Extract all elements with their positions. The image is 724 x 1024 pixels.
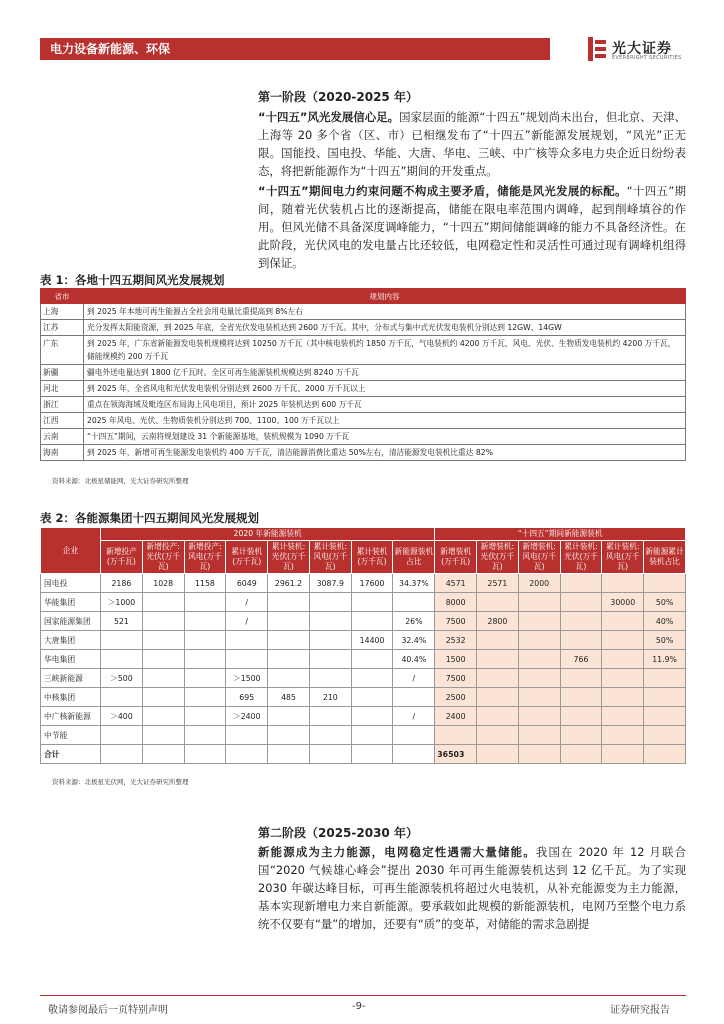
table2-cell-value <box>101 726 143 745</box>
table1-row <box>41 320 686 336</box>
table2-cell-value: 40.4% <box>393 650 435 669</box>
table2-row <box>41 650 686 669</box>
table2-cell-value: 1500 <box>435 650 477 669</box>
table2-total-value: 36503 <box>435 745 477 764</box>
table2-cell-value <box>184 650 226 669</box>
table2-group-header-row <box>41 528 686 541</box>
table2-source: 资料来源：北极星光伏网，光大证券研究所整理 <box>52 778 189 786</box>
table2-cell-company: 大唐集团 <box>41 631 101 650</box>
table2-cell-value <box>268 650 310 669</box>
table2-cell-value <box>602 574 644 593</box>
table2-cell-value <box>351 612 393 631</box>
table2-cell-value <box>602 669 644 688</box>
table2-cell-company: 中广核新能源 <box>41 707 101 726</box>
table2-cell-value: 30000 <box>602 593 644 612</box>
table2-cell-value <box>393 688 435 707</box>
table2-cell-value <box>268 631 310 650</box>
table2-total-empty-cell <box>477 745 519 764</box>
table2-sub-header-cell: 新增投产:风电(万千瓦) <box>184 541 226 574</box>
table2-cell-value <box>477 707 519 726</box>
table2-cell-value: ＞400 <box>101 707 143 726</box>
stage1-p2-lead: “十四五”期间电力约束问题不构成主要矛盾，储能是风光发展的标配。 <box>258 184 627 198</box>
table2-cell-value: 2800 <box>477 612 519 631</box>
table2-cell-value <box>351 726 393 745</box>
table2-cell-value <box>644 574 686 593</box>
section-label: 电力设备新能源、环保 <box>50 42 171 56</box>
footer-disclaimer: 敬请参阅最后一页特别声明 <box>48 1005 168 1016</box>
table2-cell-value: 32.4% <box>393 631 435 650</box>
table2-cell-value <box>309 707 351 726</box>
table2-cell-value <box>518 593 560 612</box>
table2-cell-company: 中节能 <box>41 726 101 745</box>
table2-cell-value <box>309 726 351 745</box>
table1-cell-province: 海南 <box>41 445 84 461</box>
table2-cell-value <box>602 650 644 669</box>
table2-cell-value <box>184 631 226 650</box>
table2-cell-value <box>309 612 351 631</box>
table2-cell-value: / <box>393 707 435 726</box>
table2-cell-value <box>644 669 686 688</box>
table2-cell-value <box>644 688 686 707</box>
table1-row <box>41 365 686 381</box>
table2-cell-value <box>351 593 393 612</box>
table2-cell-value: 11.9% <box>644 650 686 669</box>
table2-cell-value <box>644 726 686 745</box>
table2-cell-value <box>602 707 644 726</box>
table1-cell-province: 江西 <box>41 413 84 429</box>
table1-header-row <box>41 289 686 304</box>
table2-cell-company: 国家能源集团 <box>41 612 101 631</box>
table2-cell-value <box>518 669 560 688</box>
table2-total-empty-cell <box>351 745 393 764</box>
table2-cell-value: 7500 <box>435 669 477 688</box>
table2-row <box>41 593 686 612</box>
table2-cell-value <box>184 593 226 612</box>
table2-cell-value: 40% <box>644 612 686 631</box>
table2-cell-company: 华电集团 <box>41 650 101 669</box>
table2-cell-value <box>309 669 351 688</box>
table2-cell-value: 50% <box>644 593 686 612</box>
table2-sub-header-cell: 新能源装机占比 <box>393 541 435 574</box>
table2-cell-value: / <box>393 669 435 688</box>
table1-row <box>41 429 686 445</box>
table2-cell-value <box>477 688 519 707</box>
table1-cell-content: 充分发挥太阳能资源，到 2025 年底，全省光伏发电装机达到 2600 万千瓦。其中，分布式与集中式光伏发电装机分别达到 12GW、14GW <box>84 320 686 336</box>
table2-cell-value <box>477 726 519 745</box>
table2-cell-value <box>309 650 351 669</box>
table1-row <box>41 397 686 413</box>
table2-cell-value <box>560 726 602 745</box>
table2-sub-header-cell: 累计装机:光伏(万千瓦) <box>560 541 602 574</box>
table2-header-company: 企业 <box>41 528 101 574</box>
table2-cell-value <box>184 612 226 631</box>
table2-cell-value <box>477 650 519 669</box>
table2-cell-value: 17600 <box>351 574 393 593</box>
table1-row <box>41 304 686 320</box>
table2-total-row <box>41 745 686 764</box>
table2-cell-value: 2400 <box>435 707 477 726</box>
table2-cell-value: 2571 <box>477 574 519 593</box>
table2-cell-company: 国电投 <box>41 574 101 593</box>
stage2-p1-body: 我国在 2020 年 12 月联合国“2020 气候雄心峰会”提出 2030 年可再生能源装机达到 12 亿千瓦。为了实现 2030 年碳达峰目标，可再生能源装机将超过火电装机，从补充能源变为主力能源，基本实现新增电力来自新能源。要承载如此规模的新能源装机，电网乃至整个电力系统不仅要有“量”的增加，还要有“质”的变革，对储能的需求急剧提 <box>258 845 686 931</box>
table2-caption: 表 2：各能源集团十四五期间风光发展规划 <box>40 511 260 525</box>
table2-cell-value: 2500 <box>435 688 477 707</box>
table2-cell-value <box>142 726 184 745</box>
table2-total-empty-cell <box>142 745 184 764</box>
table1-row <box>41 445 686 461</box>
table2-cell-value <box>602 612 644 631</box>
table2-row <box>41 669 686 688</box>
table2-cell-value: 8000 <box>435 593 477 612</box>
brand-name: 光大证券 <box>612 41 672 57</box>
table2-sub-header-cell: 累计装机:风电(万千瓦) <box>309 541 351 574</box>
table2-cell-value <box>226 631 268 650</box>
stage1-p1-body: 国家层面的能源“十四五”规划尚未出台，但北京、天津、上海等 20 多个省（区、市）已相继发布了“十四五”新能源发展规划，“风光”正无限。国能投、国电投、华能、大唐、华电、三峡、中广核等众多电力央企近日纷纷表态，将把新能源作为“十四五”期间的开发重点。 <box>258 110 686 178</box>
table2-cell-value <box>602 631 644 650</box>
footer-page-number: -9- <box>352 1001 366 1012</box>
table2-total-label: 合计 <box>41 745 101 764</box>
table2-total-empty-cell <box>309 745 351 764</box>
table1-cell-province: 河北 <box>41 381 84 397</box>
table2-cell-value <box>560 574 602 593</box>
table2-total-empty-cell <box>101 745 143 764</box>
table2-sub-header-cell: 新能源累计装机占比 <box>644 541 686 574</box>
table2-cell-value: 14400 <box>351 631 393 650</box>
table1-cell-content: 2025 年风电、光伏、生物质装机分别达到 700、1100、100 万千瓦以上 <box>84 413 686 429</box>
table2-cell-value: 50% <box>644 631 686 650</box>
table2-cell-value <box>142 707 184 726</box>
table1-cell-content: 到 2025 年本地可再生能源占全社会用电量比重提高到 8%左右 <box>84 304 686 320</box>
table2-cell-value: 695 <box>226 688 268 707</box>
table2-row <box>41 612 686 631</box>
table2-cell-value <box>351 669 393 688</box>
table2-total-empty-cell <box>560 745 602 764</box>
table2-sub-header-cell: 累计装机:风电(万千瓦) <box>602 541 644 574</box>
table1-cell-province: 浙江 <box>41 397 84 413</box>
stage2-title: 第二阶段（2025-2030 年） <box>258 826 418 840</box>
table2-cell-value <box>393 726 435 745</box>
table2-cell-value: ＞1000 <box>101 593 143 612</box>
table1-cell-content: 到 2025 年，广东省新能源发电装机规模将达到 10250 万千瓦（其中核电装机约 1850 万千瓦，气电装机约 4200 万千瓦，风电、光伏、生物质发电装机约 4200 万千瓦，储能规模约 200 万千瓦 <box>84 336 686 365</box>
table2-cell-value <box>268 612 310 631</box>
table2-sub-header-cell: 新增投产:光伏(万千瓦) <box>142 541 184 574</box>
section-header-bar <box>40 38 550 60</box>
table2-cell-value <box>518 726 560 745</box>
table1-row <box>41 413 686 429</box>
table2-total-empty-cell <box>602 745 644 764</box>
table2-cell-value <box>226 726 268 745</box>
table2-cell-value <box>268 707 310 726</box>
table2-sub-header-cell: 累计装机(万千瓦) <box>226 541 268 574</box>
table2-cell-company: 中核集团 <box>41 688 101 707</box>
table2-cell-value: / <box>226 612 268 631</box>
table2-sub-header-cell: 新增装机:光伏(万千瓦) <box>477 541 519 574</box>
table1-cell-content: 到 2025 年，新增可再生能源发电装机约 400 万千瓦，清洁能源消费比重达 50%左右，清洁能源发电装机比重达 82% <box>84 445 686 461</box>
table1-header-content: 规划内容 <box>84 289 686 304</box>
table2-total-empty-cell <box>644 745 686 764</box>
table2-cell-value: 6049 <box>226 574 268 593</box>
table2-sub-header-cell: 新增投产(万千瓦) <box>101 541 143 574</box>
table2-cell-value: ＞500 <box>101 669 143 688</box>
table1-cell-province: 广东 <box>41 336 84 365</box>
table2-header-2020: 2020 年新能源装机 <box>101 528 435 541</box>
table2-cell-value <box>142 593 184 612</box>
table2-sub-header-cell: 累计装机:光伏(万千瓦) <box>268 541 310 574</box>
table2-cell-value <box>268 726 310 745</box>
table1-header-province: 省市 <box>41 289 84 304</box>
table1-cell-province: 新疆 <box>41 365 84 381</box>
table1-cell-province: 上海 <box>41 304 84 320</box>
table2-cell-value <box>101 650 143 669</box>
table2-header-145: “十四五”期间新能源装机 <box>435 528 686 541</box>
table2-cell-value <box>560 707 602 726</box>
table2-sub-header-cell: 新增装机:风电(万千瓦) <box>518 541 560 574</box>
stage1-title: 第一阶段（2020-2025 年） <box>258 90 418 104</box>
stage2-p1-lead: 新能源成为主力能源，电网稳定性遇需大量储能。 <box>258 845 536 859</box>
table2-cell-value: 485 <box>268 688 310 707</box>
table1-source: 资料来源：北极星储能网，光大证券研究所整理 <box>52 477 189 485</box>
table2-cell-value: 4571 <box>435 574 477 593</box>
table1-row <box>41 336 686 365</box>
table2-cell-value <box>560 688 602 707</box>
table2-cell-value <box>518 631 560 650</box>
table2-cell-value: / <box>226 593 268 612</box>
stage2-paragraph-1 <box>258 843 686 933</box>
table2-cell-value <box>268 669 310 688</box>
brand-subtitle: EVERBRIGHT SECURITIES <box>612 55 682 61</box>
table2-cell-value <box>560 669 602 688</box>
table1-row <box>41 381 686 397</box>
table2-cell-value: 521 <box>101 612 143 631</box>
stage1-p2-body: “十四五”期间，随着光伏装机占比的逐渐提高，储能在限电率范围内调峰，起到削峰填谷的作用。但风光储不具备深度调峰能力，“十四五”期间储能调峰的能力不具备经济性。在此阶段，光伏风电的发电量占比还较低，电网稳定性和灵活性可通过现有调峰机组得到保证。 <box>258 184 686 270</box>
table2-cell-value: 34.37% <box>393 574 435 593</box>
table2-sub-header-row <box>41 541 686 574</box>
table2-cell-value <box>309 593 351 612</box>
table2-row <box>41 726 686 745</box>
table2-cell-value <box>560 612 602 631</box>
table2-cell-value: 2961.2 <box>268 574 310 593</box>
table2-cell-value <box>351 707 393 726</box>
table2-cell-value <box>560 631 602 650</box>
table2-cell-value <box>351 650 393 669</box>
table2-cell-value: ＞1500 <box>226 669 268 688</box>
brand-logo <box>586 36 686 64</box>
table1-caption: 表 1：各地十四五期间风光发展规划 <box>40 273 225 287</box>
table2-total-empty-cell <box>184 745 226 764</box>
table2-cell-value <box>142 688 184 707</box>
table2-cell-value <box>518 612 560 631</box>
footer-divider <box>40 995 686 996</box>
table2-sub-header-cell: 新增装机(万千瓦) <box>435 541 477 574</box>
table1-cell-content: 疆电外送电量达到 1800 亿千瓦时。全区可再生能源装机规模达到 8240 万千瓦 <box>84 365 686 381</box>
table2-cell-value <box>351 688 393 707</box>
table2-cell-value <box>226 650 268 669</box>
table2-cell-value <box>142 669 184 688</box>
table2-cell-value <box>268 593 310 612</box>
table2-cell-value: 1028 <box>142 574 184 593</box>
table2-cell-value: 2532 <box>435 631 477 650</box>
table1-cell-content: 到 2025 年，全省风电和光伏发电装机分别达到 2600 万千瓦、2000 万千瓦以上 <box>84 381 686 397</box>
table2-cell-value <box>560 593 602 612</box>
table2-cell-value <box>184 669 226 688</box>
table2-cell-value <box>518 688 560 707</box>
table1-cell-content: “十四五”期间，云南将规划建设 31 个新能源基地，装机规模为 1090 万千瓦 <box>84 429 686 445</box>
table2-row <box>41 631 686 650</box>
table2-cell-value: 210 <box>309 688 351 707</box>
table2-cell-value <box>477 631 519 650</box>
table2-cell-value <box>435 726 477 745</box>
table2-total-empty-cell <box>518 745 560 764</box>
footer-report-type: 证券研究报告 <box>610 1005 670 1016</box>
table2-cell-value <box>184 707 226 726</box>
table1-regional-plans <box>40 288 686 461</box>
table2-cell-value: 2000 <box>518 574 560 593</box>
table2-cell-value <box>184 726 226 745</box>
table2-cell-value <box>602 688 644 707</box>
table2-cell-value <box>142 650 184 669</box>
table2-cell-value <box>101 688 143 707</box>
table2-sub-header-cell: 累计装机(万千瓦) <box>351 541 393 574</box>
table2-cell-value: 3087.9 <box>309 574 351 593</box>
table2-cell-value <box>477 669 519 688</box>
table2-cell-value: 766 <box>560 650 602 669</box>
table2-cell-value <box>309 631 351 650</box>
brand-logo-icon <box>586 36 608 62</box>
table1-cell-content: 重点在领海海域及毗连区布局海上风电项目，预计 2025 年装机达到 600 万千瓦 <box>84 397 686 413</box>
table2-row <box>41 688 686 707</box>
table2-cell-value: ＞2400 <box>226 707 268 726</box>
stage1-paragraph-1 <box>258 108 686 180</box>
table2-cell-value <box>142 631 184 650</box>
stage1-p1-lead: “十四五”风光发展信心足。 <box>258 110 400 124</box>
table2-cell-value: 26% <box>393 612 435 631</box>
table2-cell-company: 三峡新能源 <box>41 669 101 688</box>
table2-total-empty-cell <box>393 745 435 764</box>
table2-cell-value <box>393 593 435 612</box>
table2-cell-value <box>518 650 560 669</box>
table2-total-empty-cell <box>268 745 310 764</box>
table2-cell-value <box>518 707 560 726</box>
table2-cell-value <box>184 688 226 707</box>
table2-cell-value: 1158 <box>184 574 226 593</box>
table2-cell-value <box>644 707 686 726</box>
table2-group-plans <box>40 527 686 764</box>
table2-cell-value: 2186 <box>101 574 143 593</box>
table2-cell-value <box>602 726 644 745</box>
stage1-paragraph-2 <box>258 182 686 272</box>
table2-cell-company: 华能集团 <box>41 593 101 612</box>
table2-cell-value: 7500 <box>435 612 477 631</box>
table2-row <box>41 707 686 726</box>
table2-total-empty-cell <box>226 745 268 764</box>
table2-cell-value <box>101 631 143 650</box>
table1-cell-province: 云南 <box>41 429 84 445</box>
table2-row <box>41 574 686 593</box>
table2-cell-value <box>477 593 519 612</box>
table1-cell-province: 江苏 <box>41 320 84 336</box>
table2-cell-value <box>142 612 184 631</box>
